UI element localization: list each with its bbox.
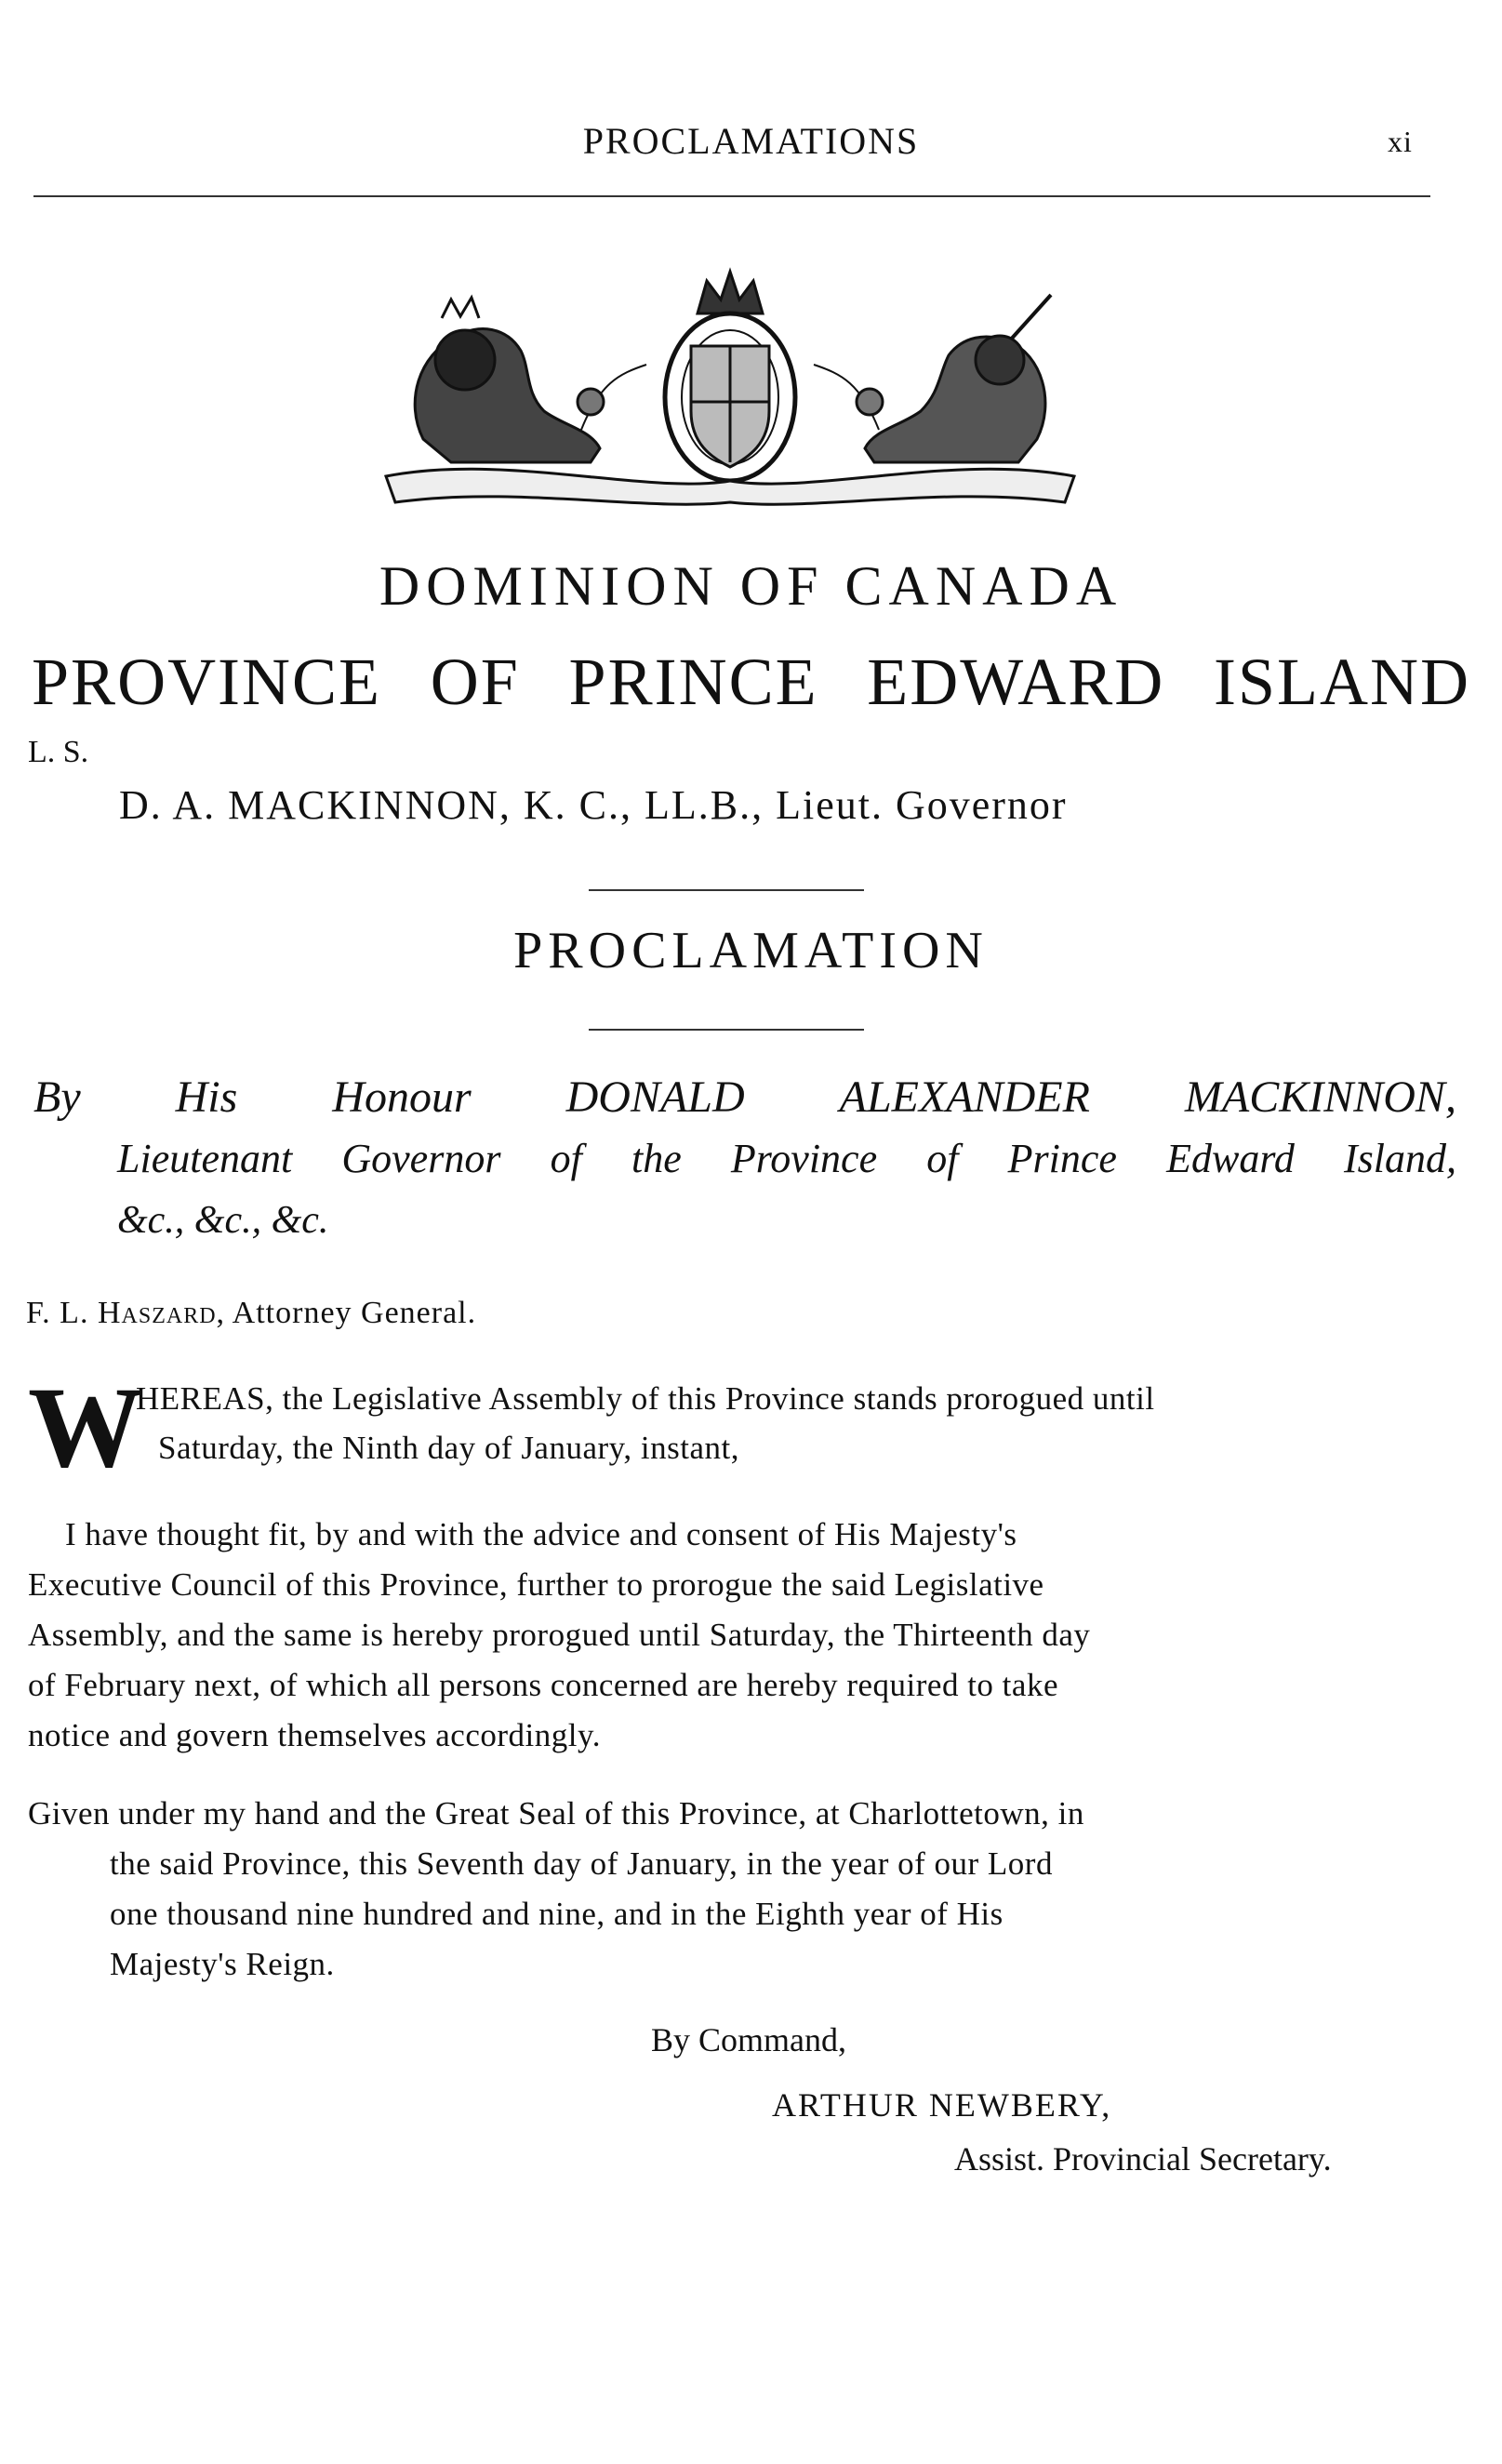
rule-above-title [589, 889, 864, 891]
by-line-3: &c., &c., &c. [117, 1199, 329, 1242]
by-line-1 [33, 1072, 1456, 1123]
province-word: PROVINCE [32, 645, 382, 719]
paragraph2-line: Given under my hand and the Great Seal of this Province, at Charlottetown, in [28, 1795, 1084, 1831]
drop-cap: W [28, 1364, 143, 1491]
word: of [926, 1136, 959, 1181]
word: By [33, 1072, 81, 1122]
locus-sigilli: L. S. [28, 735, 89, 769]
paragraph1-line: Executive Council of this Province, further to prorogue the said Legislative [28, 1566, 1044, 1603]
attorney-surname: Haszard, [97, 1296, 226, 1330]
by-line-2 [117, 1135, 1456, 1182]
page-number: xi [1388, 125, 1413, 158]
paragraph2-line: one thousand nine hundred and nine, and in the Eighth year of His [110, 1896, 1004, 1932]
word: Honour [332, 1072, 472, 1122]
dominion-heading: DOMINION OF CANADA [379, 555, 1123, 617]
proclamation-title: PROCLAMATION [513, 922, 989, 979]
signatory-name: ARTHUR NEWBERY, [772, 2086, 1112, 2124]
word: Edward [1166, 1136, 1295, 1181]
word: the [631, 1136, 682, 1181]
by-command: By Command, [651, 2021, 847, 2058]
whereas-line-2: Saturday, the Ninth day of January, instant, [158, 1430, 739, 1466]
word: His [175, 1072, 238, 1122]
paragraph1-line: notice and govern themselves accordingly. [28, 1717, 601, 1753]
signatory-title: Assist. Provincial Secretary. [954, 2140, 1332, 2178]
word: Governor [341, 1136, 501, 1181]
word: ALEXANDER [839, 1072, 1090, 1122]
word: Prince [1007, 1136, 1117, 1181]
word: Island, [1343, 1136, 1456, 1181]
province-word: EDWARD [867, 645, 1165, 719]
attorney-title: Attorney General. [232, 1296, 477, 1330]
paragraph1-line: of February next, of which all persons concerned are hereby required to take [28, 1667, 1058, 1703]
paragraph1-line: I have thought fit, by and with the advice and consent of His Majesty's [65, 1516, 1017, 1552]
province-word: PRINCE [568, 645, 818, 719]
attorney-initials: F. L. [26, 1296, 89, 1330]
word: DONALD [565, 1072, 745, 1122]
attorney-general-line [26, 1296, 476, 1331]
province-heading [32, 644, 1470, 721]
province-word: ISLAND [1213, 645, 1470, 719]
word: Lieutenant [117, 1136, 293, 1181]
paragraph1-line: Assembly, and the same is hereby prorogued until Saturday, the Thirteenth day [28, 1617, 1091, 1653]
word: of [550, 1136, 582, 1181]
header-rule [33, 195, 1430, 197]
running-header: PROCLAMATIONS [582, 120, 920, 162]
word: MACKINNON, [1184, 1072, 1456, 1122]
whereas-line-1: HEREAS, the Legislative Assembly of this Province stands prorogued until [136, 1380, 1155, 1417]
rule-below-title [589, 1029, 864, 1031]
paragraph2-line: Majesty's Reign. [110, 1946, 335, 1982]
governor-line: D. A. MACKINNON, K. C., LL.B., Lieut. Governor [119, 782, 1068, 828]
paragraph2-line: the said Province, this Seventh day of January, in the year of our Lord [110, 1845, 1053, 1882]
word: Province [730, 1136, 878, 1181]
coat-of-arms-icon [367, 262, 1093, 513]
province-word: OF [430, 645, 520, 719]
